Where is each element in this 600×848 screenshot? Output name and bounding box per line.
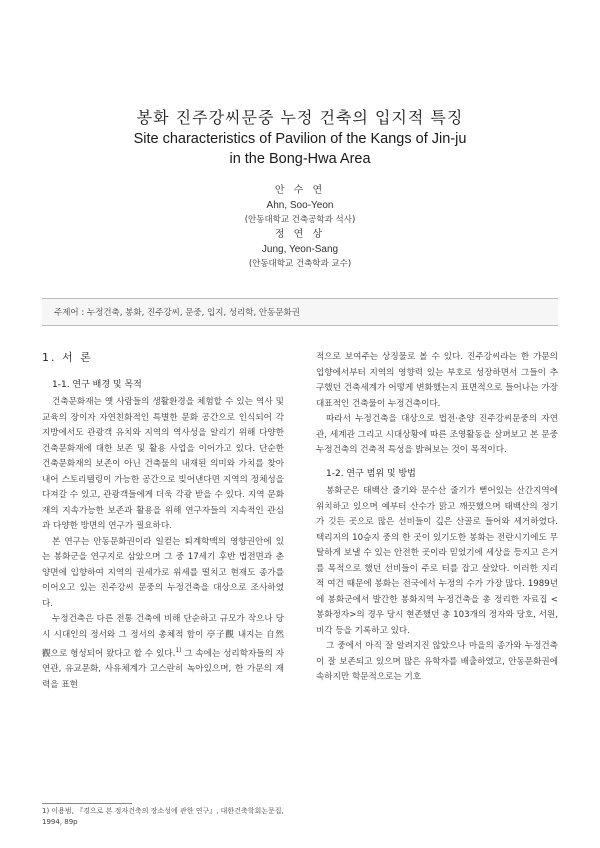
footnote-marker: 1) <box>175 647 182 654</box>
author-affiliation: (안동대학교 건축공학과 석사) <box>244 215 356 225</box>
body-paragraph: 따라서 누정건축을 대상으로 법전·춘양 진주강씨문중의 자연관, 세계관 그리고 시대상황에 따른 조영활동을 살펴보고 본 문중 누정건축의 건축적 특성을 밝혀보는 것이 목적이다. <box>316 414 558 455</box>
title-english-line2: in the Bong-Hwa Area <box>229 151 371 167</box>
right-column <box>316 350 558 686</box>
author-name-ko: 안 수 연 <box>274 185 326 196</box>
paragraph-text: 누정건축은 다른 전통 건축에 비해 단순하고 규모가 작으나 당시 시대인의 정서와 그 정서의 총체적 함이 亭子觀 내지는 自然觀으로 형성되어 왔다고 할 수 있다. <box>42 614 284 659</box>
author-affiliation: (안동대학교 건축학과 교수) <box>248 259 352 269</box>
body-paragraph: 그 중에서 아직 잘 알려지진 않았으나 마을의 종가와 누정건축이 잘 보존되고 있으며 많은 유학자를 배출하였고, 안동문화권에 속하지만 학문적으로는 기호 <box>316 641 558 682</box>
author-name-ko: 정 연 상 <box>274 229 326 240</box>
left-column <box>42 350 284 693</box>
subsection-heading-background: 1-1. 연구 배경 및 목적 <box>52 379 142 390</box>
paper-title-english <box>0 129 600 169</box>
paragraph-text-continued: 그 속에는 성리학자들의 자연관, 유교문화, 사유체계가 고스란히 녹아있으며, 한 가문의 재력을 표현 <box>42 648 284 690</box>
author-block <box>0 183 600 271</box>
section-heading-introduction: 1. 서 론 <box>42 351 93 364</box>
paper-title-korean: 봉화 진주강씨문중 누정 건축의 입지적 특징 <box>136 108 464 127</box>
body-paragraph: 봉화군은 태백산 줄기와 문수산 줄기가 뻗어있는 산간지역에 위치하고 있으며 예부터 산수가 맑고 깨끗했으며 태백산의 정기가 깃든 곳으로 많은 선비들이 깊은 산골로 들어와 세거하였다. 택리지의 10승지 중의 한 곳이 있기도한 봉화는 전란시기에도 무탈하게 보낼 수 있는 안전한 곳이라 믿었기에 세상을 등지고 은거를 목적으로 했던 선비들이 주로 터를 잡고 살았다. 이러한 지리적 여건 때문에 봉화는 전국에서 누정의 수가 가장 많다. 1989년에 봉화군에서 발간한 봉화지역 누정건축을 총 정리한 자료집 <봉화정자>의 경우 당시 현존했던 총 103개의 정자와 당호, 서원, 비각 등을 기록하고 있다. <box>316 486 558 636</box>
keywords-box: 주제어 : 누정건축, 봉화, 진주강씨, 문중, 입지, 성리학, 안동문화권 <box>42 298 558 326</box>
footnote: 1) 이용범, 『경으로 본 정자건축의 장소성에 관한 연구』, 대한건축학회논문집, 1994, 89p <box>42 807 284 826</box>
title-english-line1: Site characteristics of Pavilion of the Kangs of Jin-ju <box>133 131 467 147</box>
subsection-heading-scope: 1-2. 연구 범위 및 방법 <box>326 468 416 479</box>
author-name-en: Jung, Yeon-Sang <box>261 244 339 255</box>
footnote-separator <box>42 803 132 804</box>
body-paragraph: 본 연구는 안동문화권이라 일컫는 퇴계학맥의 영향권안에 있는 봉화군을 연구지로 삼았으며 그 중 17세기 후반 법전면과 춘양면에 입향하여 지역의 권세가로 위세를 떨치고 현재도 종가를 이어오고 있는 진주강씨 문중의 누정건축을 대상으로 조사하였다. <box>42 536 284 609</box>
body-paragraph: 적으로 보여주는 상징물로 볼 수 있다. 진주강씨라는 한 가문의 입향에서부터 지역의 영향력 있는 부호로 성장하면서 그들이 추구했던 건축세계가 어떻게 변화했는지 표면적으로 들어나는 가장 대표적인 건축물이 누정건축이다. <box>316 352 558 409</box>
body-paragraph: 건축문화재는 옛 사람들의 생활환경을 체험할 수 있는 역사 및 교육의 장이자 자연친화적인 특별한 문화 공간으로 인식되어 각 지방에서도 관광객 유치와 지역의 역사성을 알리기 위해 다양한 건축문화재에 대한 보존 및 활용 사업을 이어가고 있다. 단순한 건축문화재의 보존이 아닌 건축물의 내재된 의미와 가치를 찾아내어 스토리텔링이 가능한 공간으로 빚어낸다면 지역의 정체성을 다져갈 수 있고, 관광객들에게 더욱 각광 받을 수 있다. 지역 문화재의 지속가능한 보존과 활용을 위해 연구자들의 지속적인 관심과 다양한 방면의 연구가 필요하다. <box>42 397 284 531</box>
author-name-en: Ahn, Soo-Yeon <box>266 200 334 211</box>
body-paragraph <box>42 612 284 693</box>
spacer <box>316 459 558 467</box>
